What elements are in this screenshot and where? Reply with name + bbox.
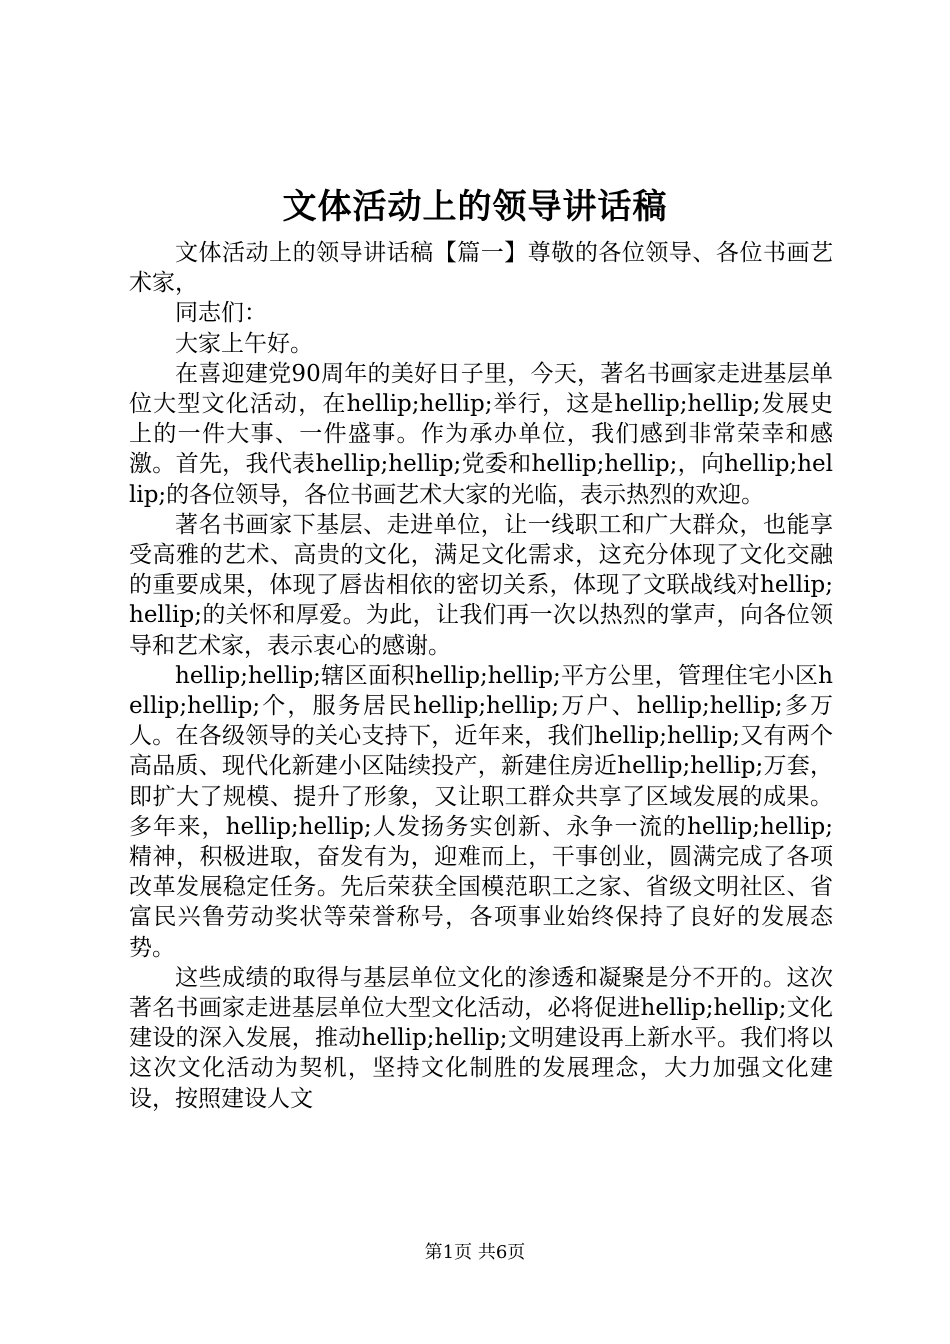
paragraph-culture-significance: 著名书画家下基层、走进单位，让一线职工和广大群众，也能享受高雅的艺术、高贵的文化，满足文化需求，这充分体现了文化交融的重要成果，体现了唇齿相依的密切关系，体现了文联战线对hellip;hellip;的关怀和厚爱。为此，让我们再一次以热烈的掌声，向各位领导和艺术家，表示衷心的感谢。 [129,511,833,659]
paragraph-good-morning: 大家上午好。 [175,330,313,357]
paragraph-greeting: 文体活动上的领导讲话稿【篇一】尊敬的各位领导、各位书画艺术家， [129,240,833,297]
document-title: 文体活动上的领导讲话稿 [282,187,668,227]
paragraph-achievements: 这些成绩的取得与基层单位文化的渗透和凝聚是分不开的。这次著名书画家走进基层单位大型文化活动，必将促进hellip;hellip;文化建设的深入发展，推动hellip;hellip;文明建设再上新水平。我们将以这次文化活动为契机，坚持文化制胜的发展理念，大力加强文化建设，按照建设人文 [129,964,833,1112]
paragraph-welcome: 在喜迎建党90周年的美好日子里，今天，著名书画家走进基层单位大型文化活动，在hellip;hellip;举行，这是hellip;hellip;发展史上的一件大事、一件盛事。作为承办单位，我们感到非常荣幸和感激。首先，我代表hellip;hellip;党委和hellip;hellip;，向hellip;hellip;的各位领导，各位书画艺术大家的光临，表示热烈的欢迎。 [129,360,833,508]
page-footer: 第1页 共6页 [424,1242,526,1263]
paragraph-district-overview: hellip;hellip;辖区面积hellip;hellip;平方公里，管理住宅小区hellip;hellip;个，服务居民hellip;hellip;万户、hellip;hellip;多万人。在各级领导的关心支持下，近年来，我们hellip;hellip;又有两个高品质、现代化新建小区陆续投产，新建住房近hellip;hellip;万套，即扩大了规模、提升了形象，又让职工群众共享了区域发展的成果。多年来，hellip;hellip;人发扬务实创新、永争一流的hellip;hellip;精神，积极进取，奋发有为，迎难而上，干事创业，圆满完成了各项改革发展稳定任务。先后荣获全国模范职工之家、省级文明社区、省富民兴鲁劳动奖状等荣誉称号，各项事业始终保持了良好的发展态势。 [129,662,833,961]
paragraph-comrades: 同志们： [175,300,267,327]
document-body [129,238,833,1114]
